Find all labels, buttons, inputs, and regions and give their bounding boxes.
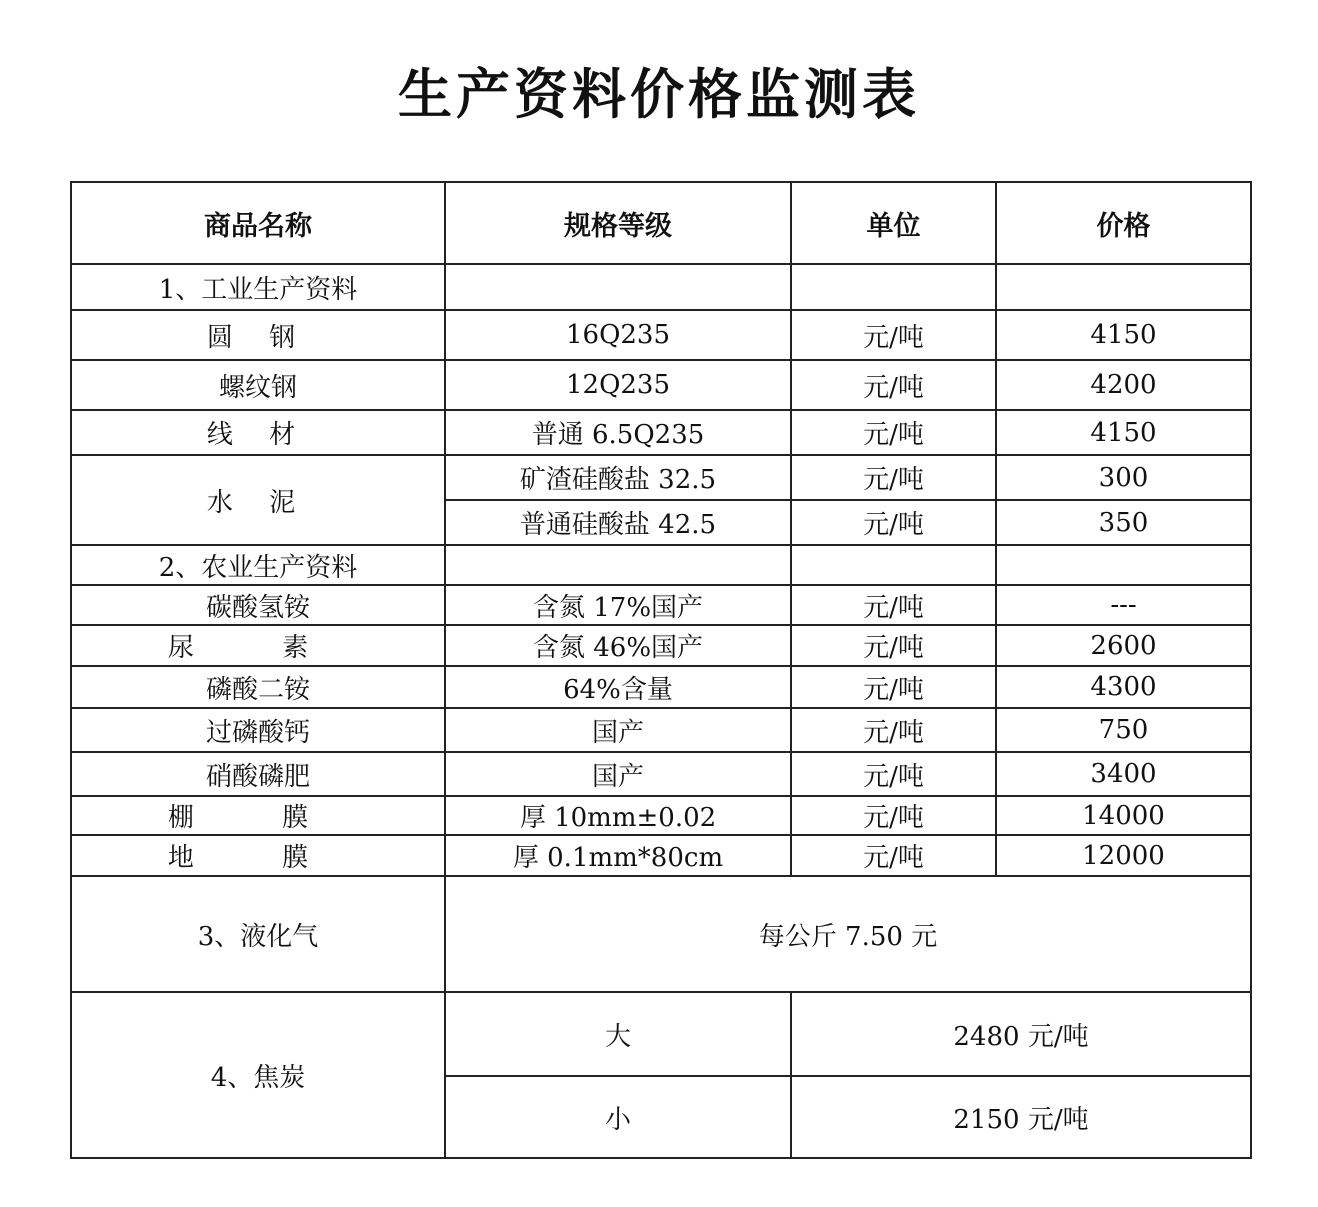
header-name: 商品名称 bbox=[71, 182, 445, 264]
item-price: 4150 bbox=[996, 410, 1251, 455]
header-spec: 规格等级 bbox=[445, 182, 791, 264]
item-name: 棚 膜 bbox=[71, 796, 445, 835]
item-name: 地 膜 bbox=[71, 835, 445, 876]
item-unit: 元/吨 bbox=[791, 455, 996, 500]
item-unit: 元/吨 bbox=[791, 585, 996, 625]
item-unit: 元/吨 bbox=[791, 410, 996, 455]
lpg-row bbox=[71, 876, 1251, 992]
item-name: 碳酸氢铵 bbox=[71, 585, 445, 625]
header-unit: 单位 bbox=[791, 182, 996, 264]
item-unit: 元/吨 bbox=[791, 796, 996, 835]
empty-cell bbox=[996, 264, 1251, 310]
item-price: 4300 bbox=[996, 666, 1251, 708]
table-row bbox=[71, 455, 1251, 500]
item-name: 尿 素 bbox=[71, 625, 445, 666]
item-unit: 元/吨 bbox=[791, 625, 996, 666]
coke-name: 4、焦炭 bbox=[71, 992, 445, 1158]
item-unit: 元/吨 bbox=[791, 752, 996, 796]
table-row bbox=[71, 360, 1251, 410]
table-row bbox=[71, 310, 1251, 360]
item-unit: 元/吨 bbox=[791, 666, 996, 708]
item-spec: 国产 bbox=[445, 752, 791, 796]
item-price: 300 bbox=[996, 455, 1251, 500]
table-row bbox=[71, 410, 1251, 455]
item-spec: 普通 6.5Q235 bbox=[445, 410, 791, 455]
item-spec: 厚 0.1mm*80cm bbox=[445, 835, 791, 876]
item-unit: 元/吨 bbox=[791, 835, 996, 876]
section-label-agricultural: 2、农业生产资料 bbox=[71, 545, 445, 585]
empty-cell bbox=[445, 264, 791, 310]
lpg-value: 每公斤 7.50 元 bbox=[445, 876, 1251, 992]
empty-cell bbox=[445, 545, 791, 585]
item-spec: 国产 bbox=[445, 708, 791, 752]
header-price: 价格 bbox=[996, 182, 1251, 264]
item-price: 350 bbox=[996, 500, 1251, 545]
section-row-agricultural bbox=[71, 545, 1251, 585]
item-spec: 厚 10mm±0.02 bbox=[445, 796, 791, 835]
item-spec: 普通硅酸盐 42.5 bbox=[445, 500, 791, 545]
lpg-name: 3、液化气 bbox=[71, 876, 445, 992]
price-table bbox=[70, 181, 1252, 1159]
item-spec: 含氮 17%国产 bbox=[445, 585, 791, 625]
empty-cell bbox=[791, 545, 996, 585]
item-spec: 含氮 46%国产 bbox=[445, 625, 791, 666]
table-row bbox=[71, 585, 1251, 625]
item-unit: 元/吨 bbox=[791, 310, 996, 360]
item-name: 螺纹钢 bbox=[71, 360, 445, 410]
item-price: 750 bbox=[996, 708, 1251, 752]
page-title: 生产资料价格监测表 bbox=[398, 63, 920, 126]
header-row bbox=[71, 182, 1251, 264]
table-row bbox=[71, 796, 1251, 835]
item-name: 磷酸二铵 bbox=[71, 666, 445, 708]
coke-value-large: 2480 元/吨 bbox=[791, 992, 1251, 1076]
item-price: 12000 bbox=[996, 835, 1251, 876]
table-row bbox=[71, 625, 1251, 666]
section-label-industrial: 1、工业生产资料 bbox=[71, 264, 445, 310]
item-name: 线 材 bbox=[71, 410, 445, 455]
item-unit: 元/吨 bbox=[791, 708, 996, 752]
coke-size-large: 大 bbox=[445, 992, 791, 1076]
item-spec: 16Q235 bbox=[445, 310, 791, 360]
item-name: 水 泥 bbox=[71, 455, 445, 545]
item-spec: 12Q235 bbox=[445, 360, 791, 410]
item-spec: 64%含量 bbox=[445, 666, 791, 708]
table-row bbox=[71, 708, 1251, 752]
item-price: 3400 bbox=[996, 752, 1251, 796]
coke-value-small: 2150 元/吨 bbox=[791, 1076, 1251, 1158]
item-price: 2600 bbox=[996, 625, 1251, 666]
item-name: 硝酸磷肥 bbox=[71, 752, 445, 796]
coke-row bbox=[71, 992, 1251, 1076]
item-unit: 元/吨 bbox=[791, 500, 996, 545]
item-name: 圆 钢 bbox=[71, 310, 445, 360]
empty-cell bbox=[996, 545, 1251, 585]
item-price: 14000 bbox=[996, 796, 1251, 835]
coke-size-small: 小 bbox=[445, 1076, 791, 1158]
section-row-industrial bbox=[71, 264, 1251, 310]
table-row bbox=[71, 835, 1251, 876]
item-price: --- bbox=[996, 585, 1251, 625]
item-price: 4200 bbox=[996, 360, 1251, 410]
item-unit: 元/吨 bbox=[791, 360, 996, 410]
item-price: 4150 bbox=[996, 310, 1251, 360]
item-spec: 矿渣硅酸盐 32.5 bbox=[445, 455, 791, 500]
table-row bbox=[71, 666, 1251, 708]
table-row bbox=[71, 752, 1251, 796]
empty-cell bbox=[791, 264, 996, 310]
item-name: 过磷酸钙 bbox=[71, 708, 445, 752]
